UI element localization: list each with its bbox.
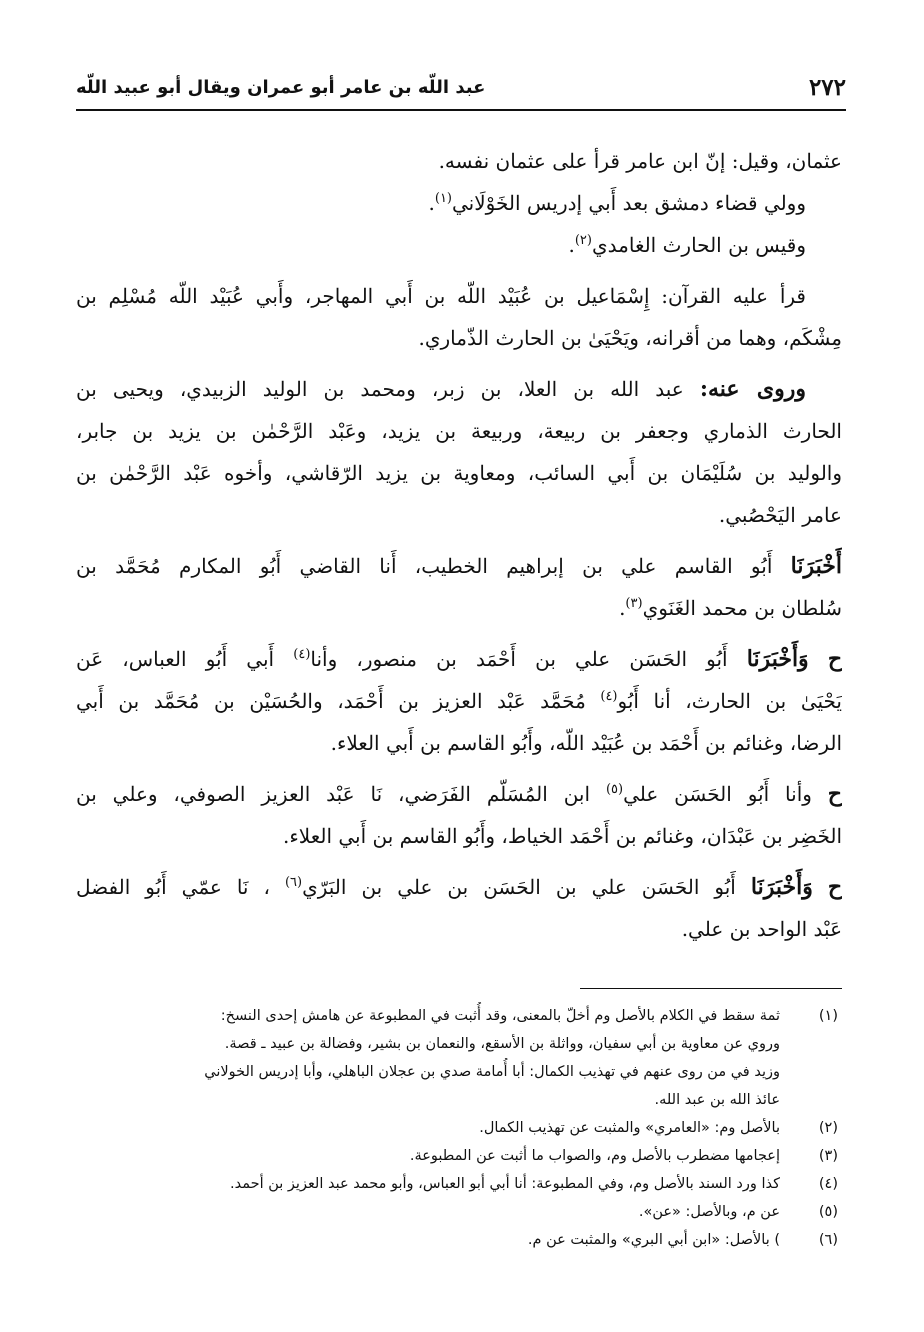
footnote-number: (٥) (818, 1204, 838, 1220)
main-text (76, 140, 842, 950)
footnote-line: وروي عن معاوية بن أبي سفيان، وواثلة بن الأسقع، والنعمان بن بشير، وفضالة بن عبيد ـ قصة. (224, 1036, 780, 1052)
footnote-ref: (٤) (293, 647, 311, 662)
footnote-ref: (٢) (574, 233, 592, 248)
text-line (76, 638, 842, 680)
page-header (76, 70, 846, 104)
section-lead: ح (827, 781, 842, 807)
text-run: أَبي أَبُو العباس، عَن (76, 647, 275, 671)
footnote-number: (٤) (818, 1176, 838, 1192)
text-run: . (428, 191, 435, 215)
text-run: قرأ عليه القرآن: إِسْمَاعيل بن عُبَيْد اللّه بن أَبي المهاجر، وأَبي عُبَيْد اللّه مُسْلِم بن (76, 284, 806, 308)
text-line (76, 452, 842, 494)
text-line (76, 545, 842, 587)
footnote (78, 1226, 842, 1254)
footnote-number: (٢) (818, 1120, 838, 1136)
footnote-line: عائذ الله بن عبد الله. (654, 1092, 780, 1108)
footnote-rule (580, 988, 842, 989)
footnote-ref: (٦) (284, 875, 303, 890)
footnote-ref: (١) (434, 191, 452, 206)
section-lead: وَأَخْبَرَنَا (750, 874, 813, 900)
text-line (76, 722, 842, 764)
text-line (76, 140, 842, 182)
footnote (78, 1170, 842, 1198)
text-line (76, 773, 842, 815)
section-lead: وَأَخْبَرَنَا (746, 646, 809, 672)
footnote (78, 1114, 842, 1142)
footnote-text (78, 1198, 780, 1226)
text-run: عبد الله بن العلا، بن زبر، ومحمد بن الوليد الزبيدي، ويحيى بن (76, 377, 684, 401)
footnotes (78, 1002, 842, 1254)
text-run: . (619, 596, 626, 620)
footnote-line: عن م، وبالأصل: «عن». (638, 1204, 780, 1220)
text-line (76, 182, 842, 224)
text-line (76, 494, 842, 536)
footnote-line: ثمة سقط في الكلام بالأصل وم أخلّ بالمعنى، وقد أُثبت في المطبوعة عن هامش إحدى النسخ: (220, 1008, 780, 1024)
footnote-line: كذا ورد السند بالأصل وم، وفي المطبوعة: أنا أبي أبو العباس، وأبو محمد عبد العزيز بن أحمد. (230, 1176, 780, 1192)
text-line (76, 908, 842, 950)
text-run: ، نَا عمّي أَبُو الفضل (76, 875, 270, 899)
text-line (76, 680, 842, 722)
footnote-number: (٦) (818, 1232, 838, 1248)
text-line (76, 224, 842, 266)
footnote-line: بالأصل وم: «العامري» والمثبت عن تهذيب الكمال. (479, 1120, 780, 1136)
text-run: مُحَمَّد عَبْد العزيز بن أَحْمَد، والحُسَيْن بن مُحَمَّد بن أَبي (76, 689, 586, 713)
footnote-text (78, 1142, 780, 1170)
footnote-line: وزيد في من روى عنهم في تهذيب الكمال: أبا أُمامة صدي بن عجلان الباهلي، وأبا إدريس الخولاني (204, 1064, 780, 1080)
section-lead: وروى عنه: (699, 376, 806, 402)
text-line (76, 317, 842, 359)
footnote-number: (١) (818, 1008, 838, 1024)
page-number: ٢٧٢ (808, 73, 846, 101)
text-run: الرضا، وغنائم بن أَحْمَد بن عُبَيْد اللّه، وأَبُو القاسم بن أَبي العلاء. (330, 731, 842, 755)
text-run: عَبْد الواحد بن علي. (681, 917, 842, 941)
text-run: أَبُو القاسم علي بن إبراهيم الخطيب، أَنا القاضي أَبُو المكارم مُحَمَّد بن (76, 554, 773, 578)
text-line (76, 410, 842, 452)
footnote-line: ) بالأصل: «ابن أبي البري» والمثبت عن م. (527, 1232, 780, 1248)
text-run: وأنا أَبُو الحَسَن علي (623, 782, 812, 806)
section-lead: ح (827, 646, 842, 672)
section-lead: ح (827, 874, 842, 900)
footnote (78, 1198, 842, 1226)
footnote-text (78, 1226, 780, 1254)
text-line (76, 866, 842, 908)
footnote (78, 1142, 842, 1170)
text-run: أَبُو الحَسَن علي بن أَحْمَد بن منصور، وأنا (310, 647, 728, 671)
footnote (78, 1002, 842, 1114)
text-run: ابن المُسَلّم الفَرَضي، نَا عَبْد العزيز الصوفي، وعلي بن (76, 782, 591, 806)
text-line (76, 587, 842, 629)
text-run: الحارث الذماري وجعفر بن ربيعة، وربيعة بن يزيد، وعَبْد الرَّحْمٰن بن يزيد بن جابر، (76, 419, 842, 443)
text-run: عثمان، وقيل: إنّ ابن عامر قرأ على عثمان نفسه. (438, 149, 842, 173)
text-line (76, 815, 842, 857)
text-run: سُلطان بن محمد الغَنَوي (642, 596, 842, 620)
footnote-number: (٣) (818, 1148, 838, 1164)
footnote-text (78, 1170, 780, 1198)
text-run: . (568, 233, 575, 257)
footnote-ref: (٥) (605, 782, 624, 797)
text-run: أَبُو الحَسَن علي بن الحَسَن بن علي بن البَرّي (302, 875, 736, 899)
header-rule (76, 109, 846, 111)
text-run: عامر اليَحْصُبي. (718, 503, 842, 527)
text-run: مِشْكَم، وهما من أقرانه، ويَحْيَىٰ بن الحارث الذّماري. (418, 326, 842, 350)
footnote-text (78, 1114, 780, 1142)
text-run: يَحْيَىٰ بن الحارث، أنا أَبُو (617, 689, 842, 713)
text-line (76, 275, 842, 317)
footnote-text (78, 1002, 780, 1114)
footnote-ref: (٣) (625, 596, 643, 611)
footnote-ref: (٤) (600, 689, 618, 704)
running-title: عبد اللّه بن عامر أبو عمران ويقال أبو عبيد اللّه (76, 76, 486, 98)
text-run: وقيس بن الحارث الغامدي (591, 233, 806, 257)
footnote-line: إعجامها مضطرب بالأصل وم، والصواب ما أثبت عن المطبوعة. (409, 1148, 780, 1164)
section-lead: أَخْبَرَنَا (790, 553, 842, 579)
text-run: والوليد بن سُلَيْمَان بن أَبي السائب، ومعاوية بن يزيد الرّقاشي، وأخوه عَبْد الرَّحْمٰن بن (76, 461, 842, 485)
text-run: الخَضِر بن عَبْدَان، وغنائم بن أَحْمَد الخياط، وأَبُو القاسم بن أَبي العلاء. (283, 824, 842, 848)
text-run: وولي قضاء دمشق بعد أَبي إدريس الخَوْلَاني (452, 191, 806, 215)
text-line (76, 368, 842, 410)
